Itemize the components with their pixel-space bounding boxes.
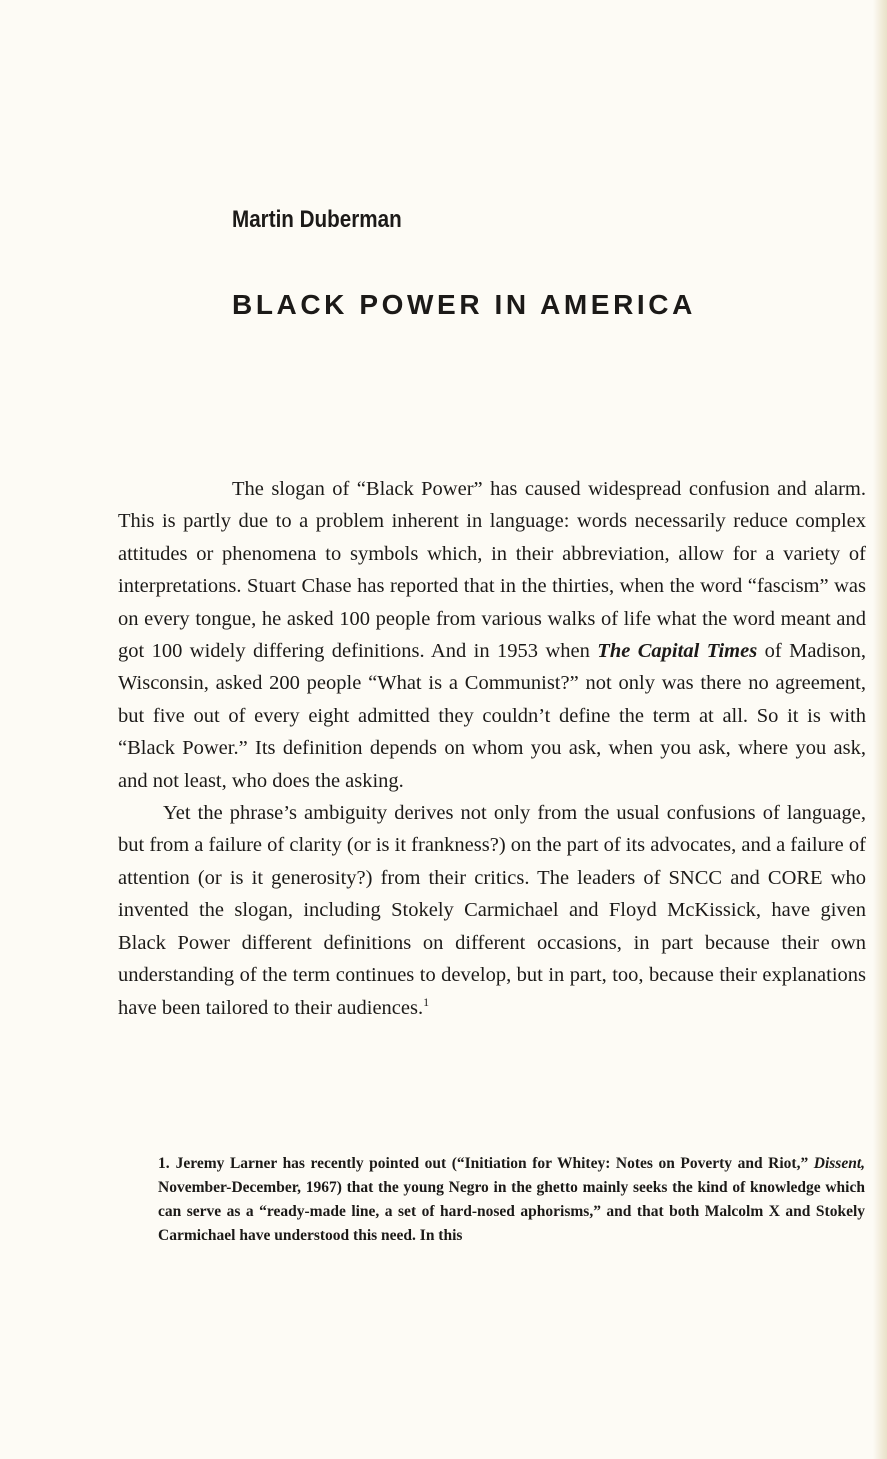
chapter-title: BLACK POWER IN AMERICA bbox=[232, 289, 696, 320]
author-name: Martin Duberman bbox=[232, 206, 402, 233]
page-edge-shadow bbox=[873, 0, 887, 1459]
paragraph-2 bbox=[118, 797, 866, 1024]
paragraph-1-text-a: The slogan of “Black Power” has caused widespread confusion and alarm. This is partly due to a problem inherent in language: words necessarily reduce complex attitudes or phenomena to symbols which, in their abbreviation, allow for a variety of interpretations. Stuart Chase has reported that in the thirties, when the word “fascism” was on every tongue, he asked 100 people from various walks of life what the word meant and got 100 widely differing definitions. And in 1953 when bbox=[118, 478, 866, 663]
footnote bbox=[158, 1152, 865, 1248]
footnote-reference: 1 bbox=[423, 994, 430, 1009]
footnote-text-a: Jeremy Larner has recently pointed out (“Initiation for Whitey: Notes on Poverty and Riot,” bbox=[175, 1155, 814, 1172]
body-text bbox=[118, 473, 866, 1024]
footnote-number: 1. bbox=[158, 1155, 170, 1172]
paragraph-1-text-b: of Madison, Wisconsin, asked 200 people “What is a Communist?” not only was there no agreement, but five out of every eight admitted they couldn’t define the term at all. So it is with “Black Power.” Its definition depends on whom you ask, when you ask, where you ask, and not least, who does the asking. bbox=[118, 640, 866, 792]
paragraph-2-text: Yet the phrase’s ambiguity derives not only from the usual confusions of language, but from a failure of clarity (or is it frankness?) on the part of its advocates, and a failure of attention (or is it generosity?) from their critics. The leaders of SNCC and CORE who invented the slogan, including Stokely Carmichael and Floyd McKissick, have given Black Power different definitions on different occasions, in part because their own understanding of the term continues to develop, but in part, too, because their explanations have been tailored to their audiences. bbox=[118, 802, 866, 1019]
paragraph-1 bbox=[118, 473, 866, 797]
newspaper-title: The Capital Times bbox=[597, 640, 758, 663]
journal-title: Dissent, bbox=[813, 1155, 865, 1172]
footnote-text-b: November-December, 1967) that the young Negro in the ghetto mainly seeks the kind of knowledge which can serve as a “ready-made line, a set of hard-nosed aphorisms,” and that both Malcolm X and Stokely Carmichael have understood this need. In this bbox=[158, 1179, 865, 1244]
